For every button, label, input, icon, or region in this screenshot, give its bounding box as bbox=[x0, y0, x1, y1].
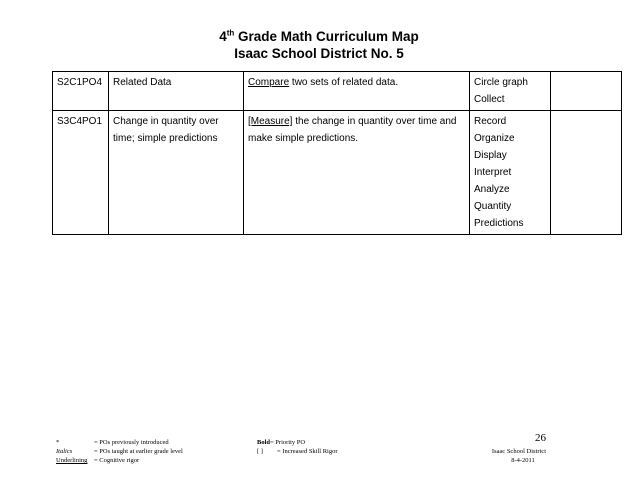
legend-text: = Cognitive rigor bbox=[94, 457, 140, 464]
footer-district: Isaac School District bbox=[491, 448, 546, 455]
table-row bbox=[53, 72, 622, 111]
legend-row bbox=[56, 456, 183, 465]
vocab-item: Display bbox=[474, 150, 507, 161]
concept-cell: Related Data bbox=[109, 72, 244, 111]
legend-key: [ ] bbox=[257, 448, 263, 455]
page-number: 26 bbox=[535, 432, 546, 444]
legend-key: * bbox=[56, 439, 60, 446]
vocab-item: Collect bbox=[474, 94, 505, 105]
grade-number: 4 bbox=[219, 29, 227, 44]
legend-text: = Priority PO bbox=[270, 439, 306, 446]
vocab-item: Predictions bbox=[474, 218, 524, 229]
legend-text: = POs taught at earlier grade level bbox=[94, 448, 183, 455]
legend-text: = POs previously introduced bbox=[94, 439, 169, 446]
empty-cell bbox=[551, 111, 622, 235]
vocab-item: Analyze bbox=[474, 184, 510, 195]
grade-suffix: th bbox=[226, 28, 235, 38]
legend-middle bbox=[257, 438, 338, 456]
legend-row bbox=[56, 438, 183, 447]
legend-row bbox=[257, 447, 338, 456]
rigor-verb: Compare bbox=[248, 77, 290, 88]
vocab-item: Quantity bbox=[474, 201, 512, 212]
po-code: S3C4PO1 bbox=[53, 111, 109, 235]
vocab-item: Organize bbox=[474, 133, 515, 144]
po-code: S2C1PO4 bbox=[53, 72, 109, 111]
legend-left bbox=[56, 438, 183, 465]
vocab-item: Circle graph bbox=[474, 77, 528, 88]
title-text: Grade Math Curriculum Map bbox=[234, 29, 419, 44]
district-title: Isaac School District No. 5 bbox=[234, 46, 404, 61]
legend-key: Bold bbox=[257, 439, 271, 446]
legend-key: Underlining bbox=[56, 457, 88, 464]
description-text: two sets of related data. bbox=[289, 77, 399, 88]
description-cell bbox=[244, 72, 470, 111]
table-row bbox=[53, 111, 622, 235]
description-text: the change in quantity over time and make simple predictions. bbox=[248, 116, 457, 144]
footer-date: 8-4-2011 bbox=[511, 457, 535, 464]
vocab-item: Interpret bbox=[474, 167, 512, 178]
vocab-item: Record bbox=[474, 116, 507, 127]
concept-cell: Change in quantity over time; simple predictions bbox=[109, 111, 244, 235]
page-title bbox=[0, 28, 638, 45]
legend-row bbox=[257, 438, 338, 447]
description-cell bbox=[244, 111, 470, 235]
vocabulary-cell bbox=[470, 72, 551, 111]
empty-cell bbox=[551, 72, 622, 111]
curriculum-table bbox=[52, 71, 622, 235]
legend-text: = Increased Skill Rigor bbox=[277, 448, 338, 455]
legend-row bbox=[56, 447, 183, 456]
legend-key: Italics bbox=[56, 448, 73, 455]
vocabulary-cell bbox=[470, 111, 551, 235]
rigor-verb: [Measure] bbox=[248, 116, 293, 127]
